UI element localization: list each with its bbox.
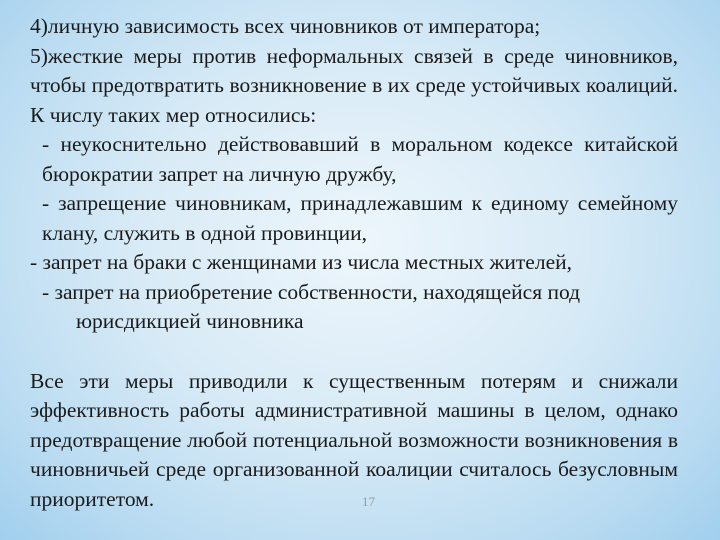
list-item-4: 4)личную зависимость всех чиновников от императора; [30,14,541,38]
paragraph-gap [30,337,678,367]
bullet-friendship-ban: - неукоснительно действовавший в моральном кодексе китайской бюрократии запрет на личную дружбу, [42,132,678,186]
bullet-property-ban-line1: - запрет на приобретение собственности, находящейся под [42,279,581,304]
page-number: 17 [362,494,375,509]
bullet-marriage-ban: - запрет на браки с женщинами из числа местных жителей, [30,250,573,274]
list-item-5: 5)жесткие меры против неформальных связей в среде чиновников, чтобы предотвратить возникновение в их среде устойчивых коалиций. К числу таких мер относились: [30,43,678,127]
bullet-clan-ban: - запрещение чиновникам, принадлежавшим к единому семейному клану, служить в одной провинции, [42,191,678,245]
bullet-property-ban-line2: юрисдикцией чиновника [76,309,304,333]
bullet-property-ban [42,278,678,337]
slide-text-body [30,12,678,514]
conclusion-paragraph: Все эти меры приводили к существенным потерям и снижали эффективность работы административной машины в целом, однако предотвращение любой потенциальной возможности возникновения в чиновничьей среде организованной коалиции считалось безусловным приоритетом. [30,368,678,511]
